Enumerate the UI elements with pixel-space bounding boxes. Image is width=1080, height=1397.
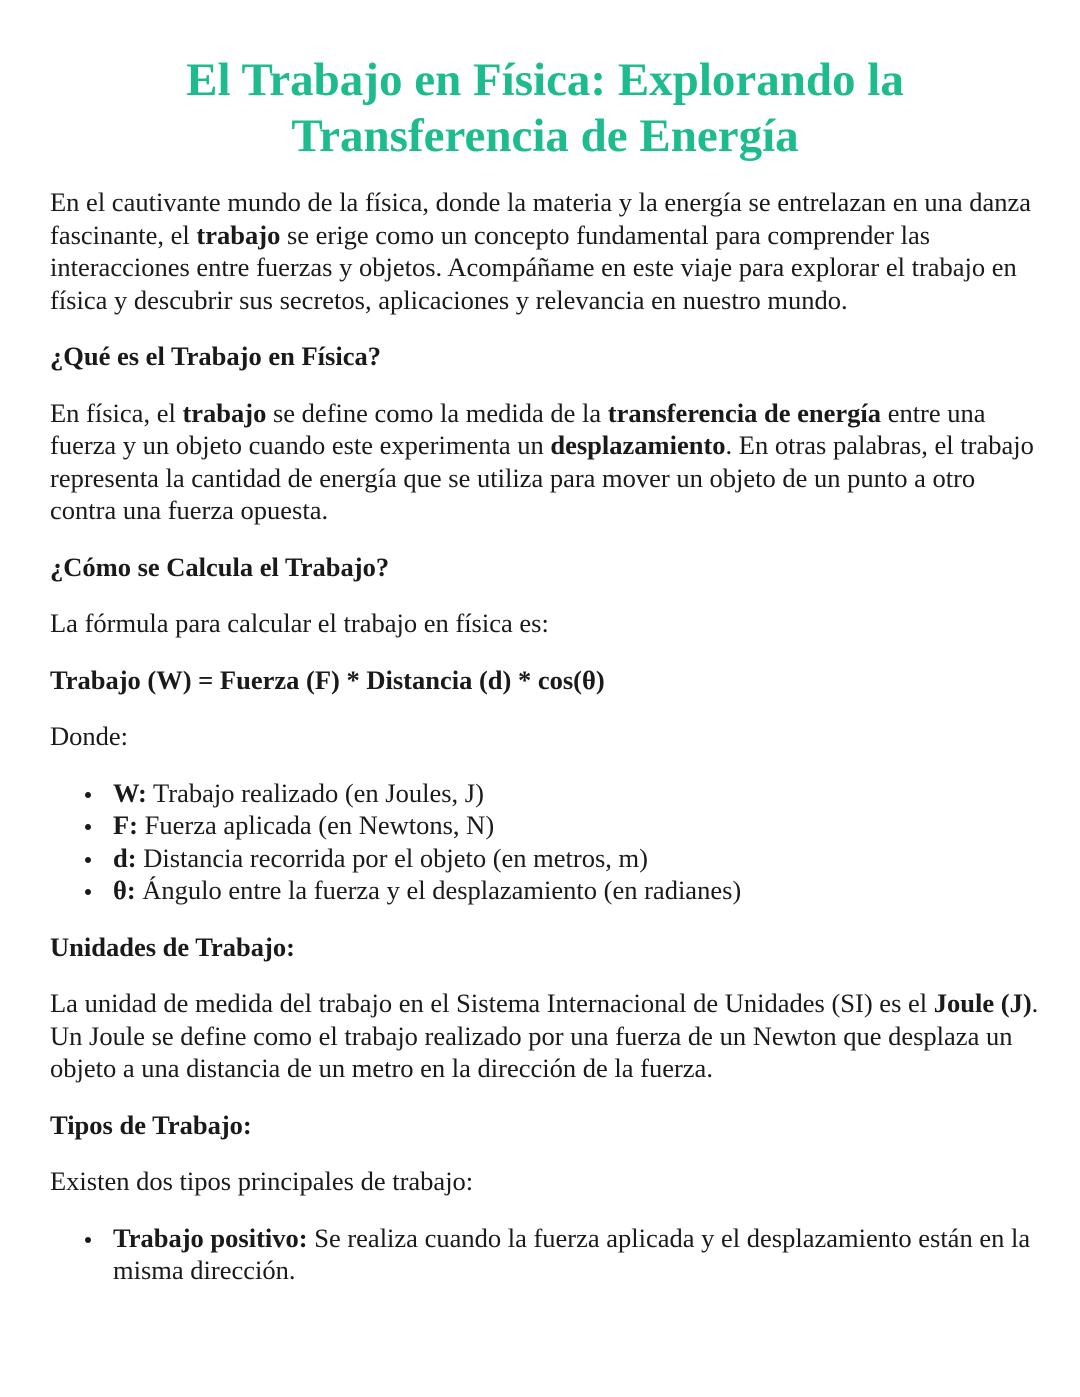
types-intro: Existen dos tipos principales de trabajo: xyxy=(50,1166,474,1196)
variables-list xyxy=(50,777,1040,907)
types-list xyxy=(50,1222,1040,1287)
heading-units: Unidades de Trabajo: xyxy=(50,931,295,962)
intro-paragraph: En el cautivante mundo de la física, donde la materia y la energía se entrelazan en una danza fascinante, el trabajo se erige como un concepto fundamental para comprender las interacciones entre fuerzas y objetos. Acompáñame en este viaje para explorar el trabajo en física y descubrir sus secretos, aplicaciones y relevancia en nuestro mundo. xyxy=(50,187,1032,315)
definition-paragraph: En física, el trabajo se define como la medida de la transferencia de energía entre una fuerza y un objeto cuando este experimenta un desplazamiento. En otras palabras, el trabajo representa la cantidad de energía que se utiliza para mover un objeto de un punto a otro contra una fuerza opuesta. xyxy=(50,397,1034,525)
work-formula: Trabajo (W) = Fuerza (F) * Distancia (d) * cos(θ) xyxy=(50,664,605,695)
where-label: Donde: xyxy=(50,721,129,751)
term-trabajo: trabajo xyxy=(196,219,281,250)
formula-intro: La fórmula para calcular el trabajo en física es: xyxy=(50,608,549,638)
page-title xyxy=(50,52,1040,164)
list-item: W: Trabajo realizado (en Joules, J) xyxy=(113,777,1040,810)
heading-what-is-work: ¿Qué es el Trabajo en Física? xyxy=(50,341,381,371)
heading-how-to-calculate: ¿Cómo se Calcula el Trabajo? xyxy=(50,551,390,582)
list-item: θ: Ángulo entre la fuerza y el desplazamiento (en radianes) xyxy=(113,874,1040,907)
list-item: Trabajo positivo: Se realiza cuando la fuerza aplicada y el desplazamiento están en la misma dirección. xyxy=(113,1222,1040,1287)
title-line-1: El Trabajo en Física: Explorando la xyxy=(186,54,904,106)
heading-types: Tipos de Trabajo: xyxy=(50,1109,252,1140)
document-page xyxy=(50,0,1040,1287)
units-paragraph: La unidad de medida del trabajo en el Sistema Internacional de Unidades (SI) es el Joule (J). Un Joule se define como el trabajo realizado por una fuerza de un Newton que desplaza un objeto a una distancia de un metro en la dirección de la fuerza. xyxy=(50,988,1039,1083)
title-line-2: Transferencia de Energía xyxy=(291,110,799,162)
list-item: d: Distancia recorrida por el objeto (en metros, m) xyxy=(113,842,1040,875)
list-item: F: Fuerza aplicada (en Newtons, N) xyxy=(113,809,1040,842)
